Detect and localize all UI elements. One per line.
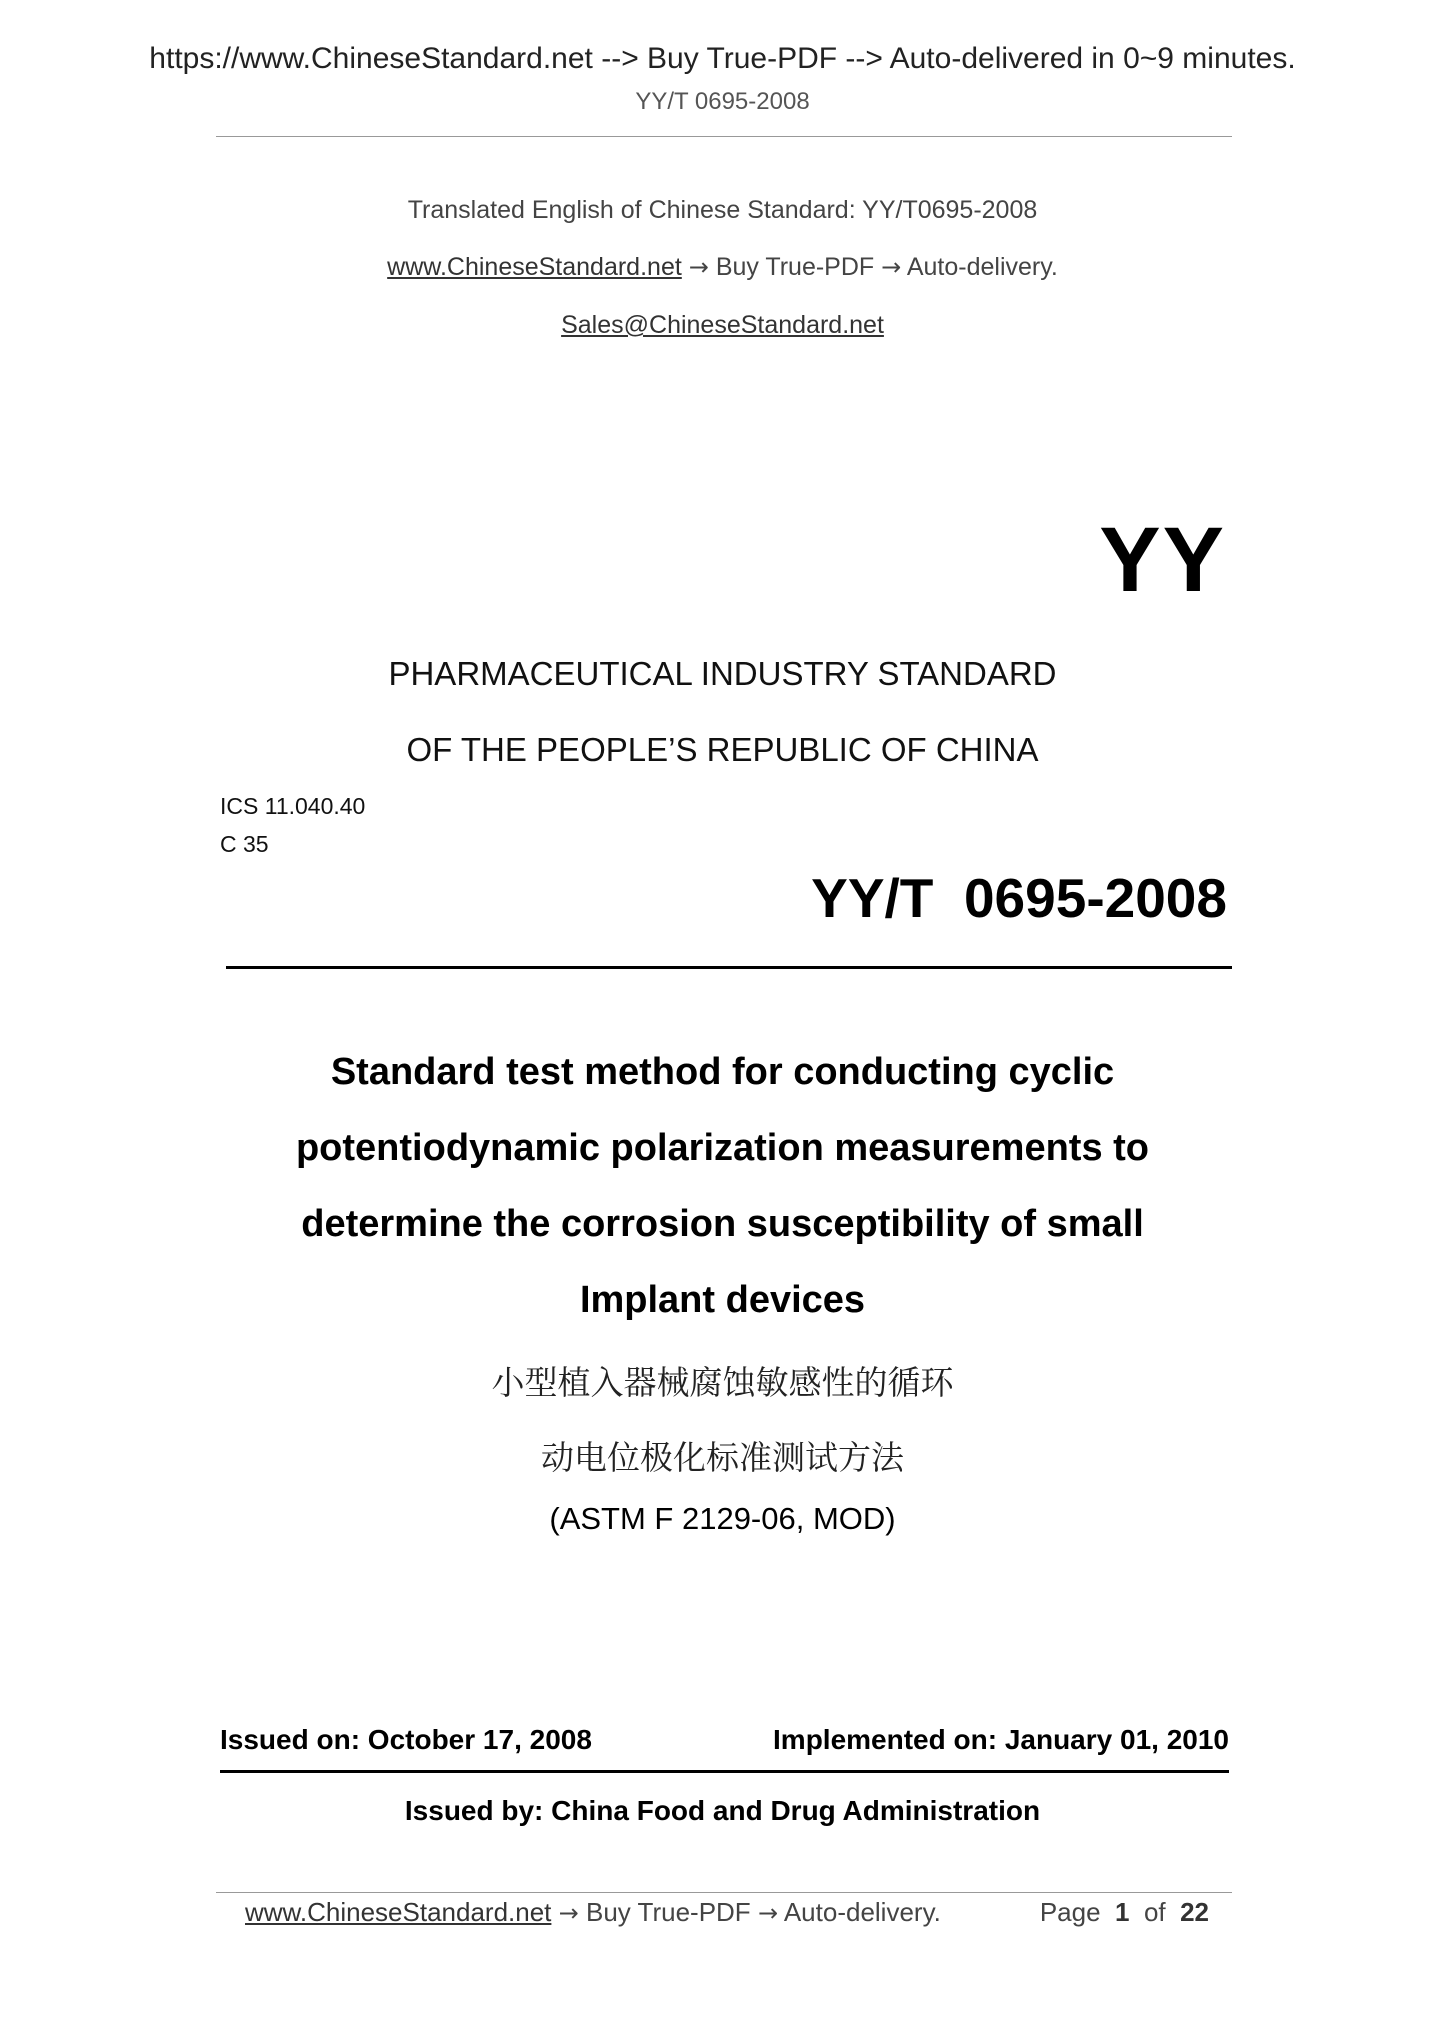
purchase-line — [0, 253, 1445, 282]
header-doc-code: YY/T 0695-2008 — [635, 88, 810, 115]
org-line-1: PHARMACEUTICAL INDUSTRY STANDARD — [388, 655, 1057, 692]
issued-by: Issued by: China Food and Drug Administration — [404, 1795, 1041, 1826]
right-arrow-icon: → — [558, 1899, 579, 1927]
standard-number: YY/T 0695-2008 — [811, 867, 1227, 929]
standard-number-rule — [226, 966, 1232, 969]
chinese-title-line-1: 小型植入器械腐蚀敏感性的循环 — [491, 1363, 954, 1402]
footer-site-link[interactable]: www.ChineseStandard.net — [245, 1897, 552, 1927]
buy-text: Buy True-PDF — [715, 253, 875, 281]
page-of-label: of — [1143, 1897, 1166, 1927]
right-arrow-icon: → — [881, 253, 902, 281]
footer-buy-text: Buy True-PDF — [585, 1897, 751, 1927]
implemented-on: Implemented on: January 01, 2010 — [773, 1724, 1229, 1755]
page-total: 22 — [1180, 1897, 1209, 1927]
page-indicator — [1040, 1897, 1209, 1928]
top-banner[interactable]: https://www.ChineseStandard.net --> Buy True-PDF --> Auto-delivered in 0~9 minutes. — [149, 42, 1296, 75]
footer-delivery-text: Auto-delivery. — [783, 1897, 941, 1927]
title-line-3: determine the corrosion susceptibility of small — [301, 1203, 1144, 1245]
header-divider — [216, 136, 1232, 137]
email-line — [0, 311, 1445, 340]
footer-purchase-line — [245, 1897, 941, 1928]
standard-mark: YY — [1099, 509, 1226, 611]
email-link[interactable]: Sales@ChineseStandard.net — [561, 311, 884, 339]
issued-on: Issued on: October 17, 2008 — [220, 1724, 592, 1755]
page-current: 1 — [1115, 1897, 1130, 1927]
right-arrow-icon: → — [757, 1899, 779, 1927]
page-label: Page — [1039, 1897, 1101, 1927]
delivery-text: Auto-delivery. — [906, 253, 1058, 281]
ccs-code: C 35 — [220, 831, 269, 857]
org-line-2: OF THE PEOPLE’S REPUBLIC OF CHINA — [406, 731, 1039, 768]
footer-divider — [216, 1892, 1232, 1893]
right-arrow-icon: → — [688, 253, 709, 281]
title-line-1: Standard test method for conducting cyclic — [330, 1051, 1115, 1093]
adoption-reference: (ASTM F 2129-06, MOD) — [549, 1501, 896, 1536]
title-line-4: Implant devices — [579, 1279, 866, 1321]
issue-rule — [220, 1770, 1229, 1773]
chinese-title-line-2: 动电位极化标准测试方法 — [541, 1438, 904, 1477]
translation-note: Translated English of Chinese Standard: YY/T0695-2008 — [407, 196, 1038, 224]
title-line-2: potentiodynamic polarization measurements to — [295, 1127, 1150, 1169]
site-link[interactable]: www.ChineseStandard.net — [387, 253, 682, 281]
ics-code: ICS 11.040.40 — [220, 793, 366, 819]
